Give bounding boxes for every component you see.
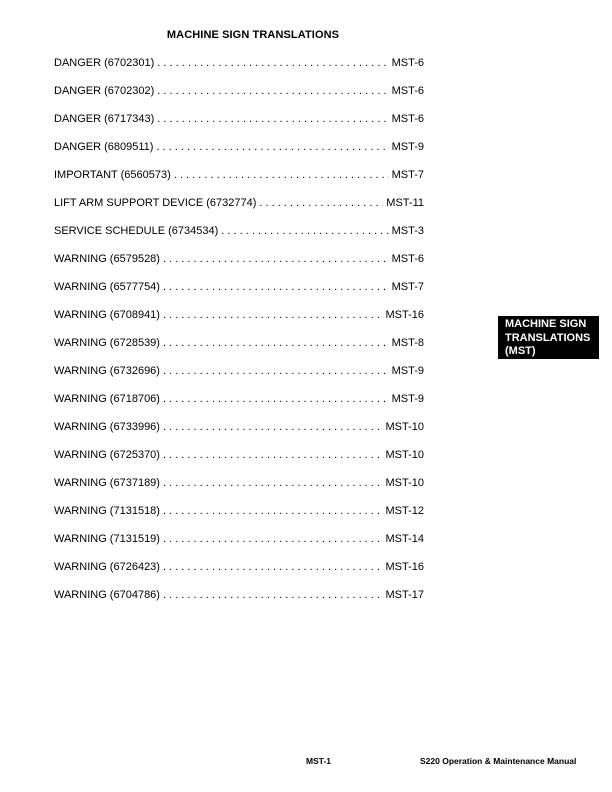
- toc-entry-page: MST-10: [385, 477, 424, 489]
- toc-entry-label: WARNING (7131518): [54, 505, 160, 517]
- toc-entry-label: DANGER (6702301): [54, 57, 155, 69]
- dot-leader: [157, 85, 388, 97]
- toc-entry-label: WARNING (6737189): [54, 477, 160, 489]
- dot-leader: [163, 477, 383, 489]
- toc-entry-label: LIFT ARM SUPPORT DEVICE (6732774): [54, 197, 257, 209]
- toc-entry-page: MST-12: [385, 505, 424, 517]
- toc-entry-label: WARNING (6726423): [54, 561, 160, 573]
- toc-entry-label: WARNING (6708941): [54, 309, 160, 321]
- toc-entry[interactable]: [54, 589, 424, 603]
- dot-leader: [163, 281, 389, 293]
- toc-entry-label: IMPORTANT (6560573): [54, 169, 171, 181]
- dot-leader: [163, 253, 389, 265]
- toc-entry-page: MST-7: [391, 169, 424, 181]
- toc-entry[interactable]: [54, 309, 424, 323]
- toc-entry-page: MST-9: [391, 141, 424, 153]
- toc-entry-page: MST-6: [391, 253, 424, 265]
- toc-entry-label: DANGER (6809511): [54, 141, 154, 153]
- toc-entry-page: MST-8: [391, 337, 424, 349]
- toc-entry-page: MST-7: [391, 281, 424, 293]
- toc-entry-label: WARNING (6718706): [54, 393, 160, 405]
- toc-entry-label: WARNING (6704786): [54, 589, 160, 601]
- dot-leader: [163, 365, 389, 377]
- toc-entry-page: MST-14: [385, 533, 424, 545]
- dot-leader: [221, 225, 388, 237]
- page-title: MACHINE SIGN TRANSLATIONS: [166, 29, 340, 41]
- dot-leader: [163, 589, 383, 601]
- toc-entry[interactable]: [54, 393, 424, 407]
- toc-entry[interactable]: [54, 533, 424, 547]
- toc-entry[interactable]: [54, 505, 424, 519]
- toc-entry[interactable]: [54, 197, 424, 211]
- toc-entry[interactable]: [54, 253, 424, 267]
- section-tab-line: MACHINE SIGN: [505, 318, 587, 330]
- toc-entry-page: MST-6: [391, 113, 424, 125]
- toc-entry[interactable]: [54, 561, 424, 575]
- toc-entry-page: MST-9: [391, 393, 424, 405]
- toc-entry-label: DANGER (6717343): [54, 113, 155, 125]
- footer-page-number: MST-1: [306, 756, 332, 766]
- toc-entry-page: MST-10: [385, 421, 424, 433]
- dot-leader: [156, 141, 388, 153]
- section-tab-line: (MST): [505, 345, 536, 357]
- toc-entry-label: WARNING (6725370): [54, 449, 160, 461]
- dot-leader: [174, 169, 389, 181]
- toc-entry-page: MST-17: [385, 589, 424, 601]
- toc-entry[interactable]: [54, 281, 424, 295]
- toc-entry-label: SERVICE SCHEDULE (6734534): [54, 225, 219, 237]
- toc-entry-label: DANGER (6702302): [54, 85, 155, 97]
- toc-entry[interactable]: [54, 365, 424, 379]
- dot-leader: [163, 449, 383, 461]
- toc-entry-page: MST-6: [391, 85, 424, 97]
- footer-manual-title: S220 Operation & Maintenance Manual: [420, 756, 577, 766]
- toc-entry-label: WARNING (6733996): [54, 421, 160, 433]
- toc-entry-page: MST-10: [385, 449, 424, 461]
- toc-entry[interactable]: [54, 225, 424, 239]
- dot-leader: [163, 421, 383, 433]
- section-tab-line: TRANSLATIONS: [505, 331, 591, 344]
- toc-entry[interactable]: [54, 169, 424, 183]
- toc-entry[interactable]: [54, 113, 424, 127]
- toc-entry[interactable]: [54, 85, 424, 99]
- toc-entry[interactable]: [54, 337, 424, 351]
- toc-entry-label: WARNING (6728539): [54, 337, 160, 349]
- dot-leader: [163, 337, 389, 349]
- toc-entry-page: MST-3: [391, 225, 424, 237]
- dot-leader: [163, 309, 383, 321]
- dot-leader: [163, 561, 383, 573]
- toc-entry[interactable]: [54, 421, 424, 435]
- dot-leader: [259, 197, 383, 209]
- section-tab[interactable]: [498, 316, 599, 359]
- toc-entry-label: WARNING (6732696): [54, 365, 160, 377]
- dot-leader: [157, 113, 388, 125]
- dot-leader: [157, 57, 388, 69]
- toc-entry-page: MST-6: [391, 57, 424, 69]
- dot-leader: [163, 505, 383, 517]
- toc-entry[interactable]: [54, 57, 424, 71]
- toc-entry-page: MST-16: [385, 561, 424, 573]
- toc-entry-page: MST-9: [391, 365, 424, 377]
- toc-entry-page: MST-11: [386, 197, 424, 209]
- toc-entry[interactable]: [54, 449, 424, 463]
- toc-entry-label: WARNING (6579528): [54, 253, 160, 265]
- toc-entry-label: WARNING (6577754): [54, 281, 160, 293]
- dot-leader: [163, 393, 389, 405]
- toc-entry[interactable]: [54, 141, 424, 155]
- toc-entry-label: WARNING (7131519): [54, 533, 160, 545]
- dot-leader: [163, 533, 383, 545]
- toc-entry[interactable]: [54, 477, 424, 491]
- toc-entry-page: MST-16: [385, 309, 424, 321]
